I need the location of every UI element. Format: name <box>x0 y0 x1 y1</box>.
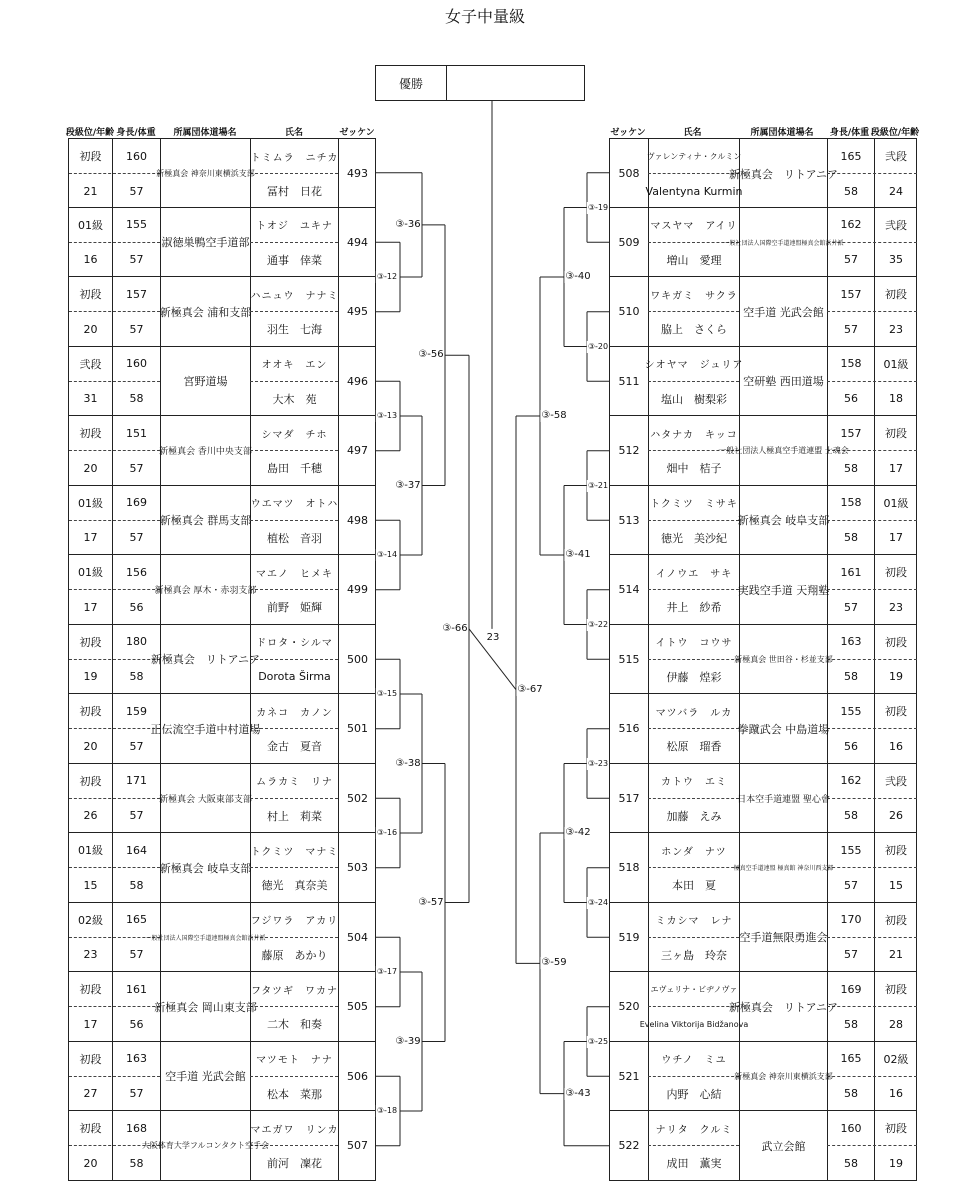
left-entry-name: 植松 音羽 <box>267 531 322 545</box>
right-entry-kana: ミカシマ レナ <box>655 916 733 927</box>
right-entry-club: 空手道 光武会館 <box>743 305 824 319</box>
left-entry-age: 26 <box>83 809 98 822</box>
left-entry-name: 藤原 あかり <box>261 948 328 962</box>
left-entry-weight: 57 <box>129 461 144 475</box>
match-label: ③-66 <box>442 622 468 634</box>
right-entry-zekken: 514 <box>618 583 640 596</box>
page-title: 女子中量級 <box>444 7 525 26</box>
left-entry-height: 168 <box>126 1121 147 1135</box>
left-entry-height: 165 <box>126 913 147 926</box>
header-club: 所属団体道場名 <box>750 128 814 138</box>
header-rank-age: 段級位/年齢 <box>65 128 115 138</box>
left-entry-weight: 58 <box>129 392 144 405</box>
left-entry-height: 157 <box>126 287 147 301</box>
right-entry-zekken: 519 <box>618 930 640 944</box>
left-entry-rank: 01級 <box>78 566 103 579</box>
right-entry-rank: 初段 <box>885 705 907 718</box>
match-label: ③-37 <box>395 479 421 491</box>
right-entry-kana: ナリタ クルミ <box>655 1124 733 1136</box>
match-label: ③-18 <box>376 1106 398 1115</box>
right-entry-club: 新極真会 世田谷・杉並支部 <box>734 654 833 664</box>
right-entry-name: 伊藤 煌彩 <box>666 670 722 684</box>
left-entry-zekken: 498 <box>347 513 368 527</box>
left-entry-height: 151 <box>126 426 147 440</box>
header-name: 氏名 <box>683 128 702 138</box>
left-entry-club: 空手道 光武会館 <box>165 1070 246 1083</box>
right-entry-name: 徳光 美沙紀 <box>661 531 727 545</box>
right-entry-rank: 弐段 <box>885 150 907 163</box>
match-label: ③-58 <box>541 410 567 421</box>
left-entry-age: 17 <box>83 1017 98 1031</box>
right-entry-height: 157 <box>840 287 862 301</box>
right-entry-zekken: 509 <box>618 235 640 249</box>
match-label: ③-67 <box>517 683 543 695</box>
left-entry-rank: 01級 <box>78 218 103 232</box>
right-entry-zekken: 515 <box>618 652 640 666</box>
left-entry-weight: 58 <box>129 670 144 683</box>
right-entry-club: 一般社団法人極真空手道連盟 士魂会 <box>718 446 849 455</box>
match-label: ③-57 <box>418 896 444 908</box>
right-entry-club: 実践空手道 天翔塾 <box>737 583 830 597</box>
right-entry-weight: 57 <box>844 253 858 266</box>
left-entry-zekken: 501 <box>347 722 368 735</box>
right-entry-zekken: 510 <box>618 305 640 318</box>
left-entry-age: 17 <box>83 531 98 544</box>
match-label: ③-56 <box>418 349 444 361</box>
left-entry-club: 新極真会 神奈川東横浜支部 <box>156 169 255 178</box>
left-entry-club: 新極真会 群馬支部 <box>159 514 252 527</box>
left-entry-kana: フタツギ ワカナ <box>251 985 338 997</box>
left-entry-kana: マエノ ヒメキ <box>256 568 333 580</box>
left-entry-kana: ドロタ・シルマ <box>256 638 333 649</box>
right-entry-kana: ウチノ ミユ <box>661 1055 727 1066</box>
right-entry-zekken: 512 <box>618 444 640 457</box>
left-entry-name: 金古 夏音 <box>267 740 322 753</box>
right-entry-kana: イノウエ サキ <box>655 568 733 580</box>
right-entry-rank: 02級 <box>883 1052 909 1066</box>
right-entry-club: 一般社団法人国際空手道連盟極真会館浜井派 <box>723 239 844 247</box>
left-entry-club: 新極真会 浦和支部 <box>159 305 252 319</box>
left-entry-kana: トオジ ユキナ <box>256 221 333 232</box>
right-entry-age: 28 <box>889 1017 903 1031</box>
right-entry-weight: 56 <box>844 739 858 753</box>
header-height-weight: 身長/体重 <box>116 128 156 138</box>
right-entry-kana: マスヤマ アイリ <box>650 221 738 232</box>
right-entry-rank: 初段 <box>885 427 907 440</box>
left-entry-kana: オオキ エン <box>261 360 328 371</box>
left-entry-height: 171 <box>126 774 147 787</box>
left-entry-weight: 57 <box>129 948 144 961</box>
left-entry-kana: ムラカミ リナ <box>256 777 333 788</box>
left-entry-weight: 57 <box>129 809 144 822</box>
left-entry-height: 163 <box>126 1052 147 1065</box>
right-entry-age: 23 <box>889 322 903 336</box>
left-entry-zekken: 500 <box>347 652 368 666</box>
left-entry-kana: マエガワ リンカ <box>250 1124 339 1136</box>
left-entry-zekken: 496 <box>347 374 368 388</box>
match-label: ③-14 <box>376 550 398 559</box>
left-entry-rank: 初段 <box>79 1122 102 1135</box>
right-entry-weight: 58 <box>844 1156 858 1170</box>
left-entry-weight: 58 <box>129 1156 144 1170</box>
left-entry-name: 通事 倖菜 <box>267 253 322 267</box>
right-entry-kana: エヴェリナ・ビヂノヴァ <box>650 984 738 994</box>
left-entry-name: 島田 千穂 <box>267 462 322 475</box>
right-entry-zekken: 517 <box>618 791 640 805</box>
right-entry-zekken: 520 <box>618 1000 640 1013</box>
right-entry-name: 成田 薫実 <box>666 1157 722 1170</box>
left-entry-name: 松本 菜那 <box>267 1087 322 1101</box>
right-entry-rank: 初段 <box>885 566 907 579</box>
match-label: ③-39 <box>395 1035 421 1047</box>
right-entry-club: 新極真会 リトアニア <box>728 167 839 181</box>
left-entry-weight: 56 <box>129 600 144 614</box>
left-entry-rank: 初段 <box>79 774 102 788</box>
left-entry-name: 冨村 日花 <box>267 185 322 198</box>
right-entry-kana: カトウ エミ <box>661 777 727 788</box>
right-entry-kana: トクミツ ミサキ <box>650 499 738 510</box>
left-entry-rank: 01級 <box>78 844 103 857</box>
right-entry-age: 23 <box>889 600 903 614</box>
left-entry-height: 159 <box>126 704 147 718</box>
left-entry-rank: 初段 <box>79 150 102 163</box>
right-entry-age: 17 <box>889 531 903 544</box>
left-entry-kana: フジワラ アカリ <box>250 916 339 927</box>
left-entry-name: 村上 莉菜 <box>267 809 322 823</box>
left-entry-age: 19 <box>83 670 98 683</box>
left-entry-club: 新極真会 厚木・赤羽支部 <box>154 586 257 596</box>
match-label: ③-19 <box>587 202 609 212</box>
match-label: ③-42 <box>565 827 591 838</box>
left-entry-zekken: 504 <box>347 930 368 944</box>
right-entry-age: 19 <box>889 1156 903 1170</box>
right-entry-name: 内野 心結 <box>666 1087 722 1101</box>
left-entry-club: 淑徳巣鴨空手道部 <box>161 236 250 249</box>
right-entry-club: 新極真会 岐阜支部 <box>737 514 830 527</box>
match-label: ③-22 <box>587 619 609 629</box>
right-entry-weight: 57 <box>844 948 858 961</box>
right-entry-club: 空手道無限勇進会 <box>739 931 828 944</box>
right-entry-height: 157 <box>840 426 862 440</box>
right-entry-height: 158 <box>840 357 862 370</box>
left-entry-age: 16 <box>83 253 98 266</box>
match-label: ③-40 <box>565 271 591 282</box>
right-entry-kana: ハタナカ キッコ <box>650 429 738 441</box>
left-entry-zekken: 493 <box>347 167 368 180</box>
left-entry-kana: ハニュウ ナナミ <box>250 290 339 302</box>
left-entry-name: 羽生 七海 <box>267 323 322 336</box>
right-entry-weight: 57 <box>844 322 858 336</box>
left-entry-zekken: 505 <box>347 1000 368 1013</box>
right-entry-age: 16 <box>889 1087 903 1100</box>
right-entry-club: 新極真会 リトアニア <box>728 1000 839 1014</box>
left-entry-weight: 56 <box>129 1017 144 1031</box>
right-entry-age: 35 <box>889 253 903 266</box>
right-entry-height: 165 <box>840 1052 862 1065</box>
right-entry-height: 169 <box>840 982 862 996</box>
match-label: ③-43 <box>565 1087 591 1099</box>
right-entry-rank: 弐段 <box>885 774 907 788</box>
right-entry-weight: 58 <box>844 1087 858 1100</box>
left-entry-zekken: 494 <box>347 235 368 249</box>
right-entry-age: 18 <box>889 392 903 405</box>
left-entry-age: 15 <box>83 878 98 892</box>
left-entry-club: 正伝流空手道中村道場 <box>150 722 261 736</box>
right-entry-club: 新極真会 神奈川東横浜支部 <box>734 1071 833 1081</box>
right-entry-weight: 57 <box>844 878 858 892</box>
left-entry-height: 161 <box>126 982 147 996</box>
match-label: ③-59 <box>541 957 567 969</box>
right-entry-rank: 弐段 <box>885 218 907 232</box>
right-entry-height: 158 <box>840 496 862 509</box>
left-entry-name: 二木 和奏 <box>267 1018 322 1031</box>
right-entry-rank: 初段 <box>885 288 907 301</box>
right-entry-rank: 初段 <box>885 913 907 927</box>
right-entry-weight: 58 <box>844 809 858 822</box>
right-entry-height: 161 <box>840 565 862 579</box>
right-entry-height: 162 <box>840 774 862 787</box>
header-club: 所属団体道場名 <box>173 128 237 138</box>
header-zekken: ゼッケン <box>610 128 646 138</box>
left-entry-name: 徳光 真奈美 <box>261 879 328 892</box>
left-entry-age: 17 <box>83 600 98 614</box>
right-entry-rank: 01級 <box>883 357 909 371</box>
match-label: ③-21 <box>587 480 609 490</box>
left-entry-name: 前河 凜花 <box>267 1157 322 1170</box>
left-entry-rank: 初段 <box>79 427 102 440</box>
left-entry-age: 21 <box>83 184 98 198</box>
right-entry-club: 極真空手道連盟 極真館 神奈川西支部 <box>733 865 834 872</box>
left-entry-kana: ウエマツ オトハ <box>250 499 339 510</box>
left-entry-kana: トクミツ マナミ <box>250 846 339 858</box>
right-entry-name: 増山 愛理 <box>666 253 722 267</box>
right-entry-name: 本田 夏 <box>672 879 716 892</box>
right-entry-age: 15 <box>889 878 903 892</box>
right-entry-height: 155 <box>840 704 862 718</box>
right-entry-zekken: 518 <box>618 861 640 874</box>
right-entry-name: 三ヶ島 玲奈 <box>661 948 727 962</box>
left-entry-club: 新極真会 大阪東部支部 <box>159 794 252 805</box>
right-entry-name: 加藤 えみ <box>666 809 722 823</box>
left-entry-weight: 57 <box>129 253 144 266</box>
left-entry-kana: シマダ チホ <box>261 429 328 441</box>
right-entry-zekken: 516 <box>618 722 640 735</box>
right-entry-zekken: 521 <box>618 1069 640 1083</box>
left-entry-zekken: 503 <box>347 861 368 874</box>
left-entry-rank: 初段 <box>79 983 102 996</box>
right-entry-name: Evelina Viktorija Bidžanova <box>639 1019 749 1029</box>
right-entry-weight: 58 <box>844 184 858 198</box>
match-label: ③-25 <box>587 1036 609 1046</box>
right-entry-weight: 58 <box>844 531 858 544</box>
final-match-label: 23 <box>486 631 500 643</box>
left-entry-weight: 57 <box>129 184 144 198</box>
right-entry-kana: ヴァレンティナ・クルミン <box>646 151 742 161</box>
right-entry-kana: マツバラ ルカ <box>655 707 733 719</box>
left-entry-age: 20 <box>83 739 98 753</box>
left-entry-kana: トミムラ ニチカ <box>250 152 339 164</box>
left-entry-kana: マツモト ナナ <box>256 1055 333 1066</box>
winner-label: 優勝 <box>376 66 447 100</box>
right-entry-weight: 58 <box>844 1017 858 1031</box>
right-entry-name: 井上 紗希 <box>666 601 722 614</box>
match-label: ③-38 <box>395 757 421 769</box>
left-entry-rank: 初段 <box>79 635 102 649</box>
right-entry-height: 162 <box>840 218 862 231</box>
right-entry-name: 畑中 桔子 <box>666 462 722 475</box>
header-zekken: ゼッケン <box>339 128 375 138</box>
left-entry-zekken: 499 <box>347 583 368 596</box>
match-label: ③-23 <box>587 758 609 768</box>
right-entry-age: 24 <box>889 184 903 198</box>
right-entry-kana: ホンダ ナツ <box>661 846 727 858</box>
left-entry-weight: 58 <box>129 878 144 892</box>
left-entry-zekken: 506 <box>347 1069 368 1083</box>
left-entry-height: 160 <box>126 149 147 163</box>
right-entry-height: 165 <box>840 149 862 163</box>
left-entry-weight: 57 <box>129 531 144 544</box>
right-entry-height: 163 <box>840 635 862 648</box>
right-entry-zekken: 511 <box>618 374 640 388</box>
left-entry-rank: 02級 <box>78 913 103 927</box>
left-entry-zekken: 507 <box>347 1139 368 1152</box>
right-entry-kana: イトウ コウサ <box>655 638 733 649</box>
left-entry-club: 新極真会 岡山東支部 <box>154 1000 257 1014</box>
match-label: ③-12 <box>376 272 398 281</box>
right-entry-weight: 58 <box>844 461 858 475</box>
right-entry-weight: 56 <box>844 392 858 405</box>
match-label: ③-24 <box>587 897 609 907</box>
left-entry-height: 160 <box>126 357 147 370</box>
right-entry-club: 武立会館 <box>761 1139 806 1153</box>
left-entry-club: 大阪体育大学フルコンタクト空手会 <box>141 1141 270 1150</box>
left-entry-name: 前野 姫輝 <box>267 601 322 614</box>
left-entry-rank: 初段 <box>79 288 102 301</box>
match-label: ③-41 <box>565 549 591 560</box>
left-entry-weight: 57 <box>129 739 144 753</box>
right-entry-name: 脇上 さくら <box>661 323 727 336</box>
left-entry-rank: 初段 <box>79 1052 102 1066</box>
left-entry-height: 156 <box>126 565 147 579</box>
right-entry-age: 21 <box>889 948 903 961</box>
right-entry-age: 19 <box>889 670 903 683</box>
right-entry-name: 松原 瑠香 <box>666 740 722 753</box>
right-entry-kana: ワキガミ サクラ <box>650 290 738 302</box>
match-label: ③-17 <box>376 967 398 976</box>
header-name: 氏名 <box>284 128 303 138</box>
left-entry-height: 164 <box>126 843 147 857</box>
right-entry-rank: 初段 <box>885 1122 907 1135</box>
left-entry-rank: 弐段 <box>79 357 102 371</box>
header-rank-age: 段級位/年齢 <box>870 128 920 138</box>
left-entry-name: Dorota Širma <box>258 670 331 683</box>
right-entry-height: 160 <box>840 1121 862 1135</box>
left-entry-weight: 57 <box>129 322 144 336</box>
left-entry-club: 宮野道場 <box>183 375 228 388</box>
right-entry-rank: 初段 <box>885 983 907 996</box>
right-entry-age: 26 <box>889 809 903 822</box>
left-entry-zekken: 497 <box>347 444 368 457</box>
right-entry-weight: 57 <box>844 600 858 614</box>
right-entry-name: 塩山 樹梨彩 <box>661 392 727 406</box>
right-entry-zekken: 508 <box>618 167 640 180</box>
left-entry-age: 20 <box>83 322 98 336</box>
match-label: ③-36 <box>395 218 421 230</box>
match-label: ③-13 <box>376 411 398 420</box>
right-entry-name: Valentyna Kurmin <box>645 184 743 198</box>
right-entry-age: 16 <box>889 739 903 753</box>
right-entry-club: 拳蹴武会 中島道場 <box>737 722 830 736</box>
right-entry-weight: 58 <box>844 670 858 683</box>
right-entry-height: 155 <box>840 843 862 857</box>
left-entry-club: 新極真会 岐阜支部 <box>159 861 252 875</box>
right-entry-club: 空研塾 西田道場 <box>743 375 824 388</box>
right-entry-rank: 初段 <box>885 844 907 857</box>
right-entry-kana: シオヤマ ジュリア <box>644 360 744 371</box>
right-entry-rank: 初段 <box>885 635 907 649</box>
header-height-weight: 身長/体重 <box>829 128 870 138</box>
left-entry-height: 155 <box>126 218 147 231</box>
left-entry-name: 大木 苑 <box>272 392 317 406</box>
left-entry-height: 169 <box>126 496 147 509</box>
left-entry-weight: 57 <box>129 1087 144 1100</box>
right-entry-age: 17 <box>889 461 903 475</box>
right-entry-rank: 01級 <box>883 496 909 510</box>
left-entry-rank: 初段 <box>79 705 102 718</box>
right-entry-zekken: 522 <box>618 1139 640 1152</box>
match-label: ③-16 <box>376 828 398 837</box>
left-entry-club: 新極真会 リトアニア <box>150 653 261 666</box>
right-entry-height: 170 <box>840 913 862 926</box>
left-entry-club: 新極真会 香川中央支部 <box>159 447 252 457</box>
right-entry-zekken: 513 <box>618 513 640 527</box>
left-entry-age: 20 <box>83 1156 98 1170</box>
left-entry-height: 180 <box>126 635 147 648</box>
left-entry-zekken: 495 <box>347 305 368 318</box>
left-entry-age: 27 <box>83 1087 98 1100</box>
left-entry-club: 一般社団法人国際空手道連盟極真会館浜井派 <box>145 934 266 942</box>
match-label: ③-20 <box>587 341 609 351</box>
match-label: ③-15 <box>376 689 398 698</box>
left-entry-age: 31 <box>83 392 98 405</box>
left-entry-age: 23 <box>83 948 98 961</box>
left-entry-age: 20 <box>83 461 98 475</box>
left-entry-zekken: 502 <box>347 791 368 805</box>
left-entry-kana: カネコ カノン <box>256 707 333 719</box>
right-entry-club: 日本空手道連盟 聖心會 <box>737 794 830 805</box>
left-entry-rank: 01級 <box>78 496 103 510</box>
